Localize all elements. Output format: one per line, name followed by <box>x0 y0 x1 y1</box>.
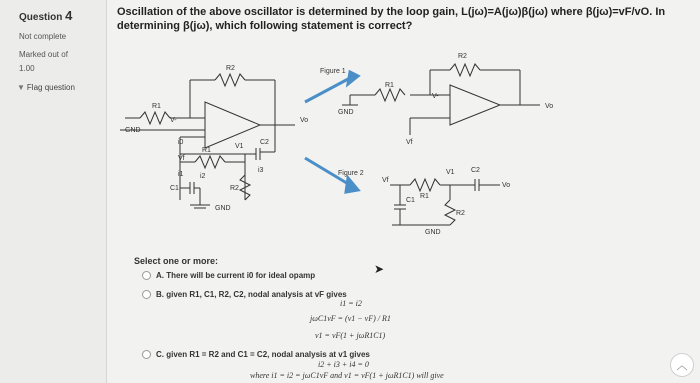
flag-label: Flag question <box>26 83 75 92</box>
flag-question-button[interactable] <box>17 83 75 92</box>
resistor-r2-left <box>215 74 245 86</box>
option-a-checkbox[interactable] <box>142 271 151 280</box>
vminus-label-fig1: V- <box>432 93 439 100</box>
question-info-panel <box>0 0 107 383</box>
answer-prompt: Select one or more: <box>134 256 219 266</box>
option-b[interactable] <box>142 290 347 299</box>
option-c[interactable] <box>142 350 370 359</box>
chevron-up-icon: ︿ <box>676 360 688 372</box>
c1-label-left: C1 <box>170 185 179 192</box>
marked-label: Marked out of <box>19 50 68 59</box>
question-title <box>19 8 72 23</box>
i1-label: i1 <box>178 171 184 178</box>
gnd-label-lower: GND <box>215 205 231 212</box>
r2-lower-label: R2 <box>230 185 239 192</box>
question-marks <box>19 48 68 76</box>
resistor-r1-left <box>140 112 170 124</box>
r2-label-left: R2 <box>226 65 235 72</box>
resistor-r2-fig1 <box>450 64 480 76</box>
r1-label-fig2: R1 <box>420 193 429 200</box>
option-b-eq1: i1 = i2 <box>340 299 362 308</box>
c2-label-fig2: C2 <box>471 167 480 174</box>
figure1-label: Figure 1 <box>320 68 346 75</box>
v1-label-left: V1 <box>235 143 244 150</box>
mouse-cursor-icon: ➤ <box>374 262 385 276</box>
option-c-eq1: i2 + i3 + i4 = 0 <box>318 360 369 369</box>
gnd-label-left: GND <box>125 127 141 134</box>
i0-label: i0 <box>178 139 184 146</box>
v1-label-fig2: V1 <box>446 169 455 176</box>
gnd-label-fig1: GND <box>338 109 354 116</box>
marked-value: 1.00 <box>19 64 35 73</box>
i2-label: i2 <box>200 173 206 180</box>
flag-icon: ▼ <box>17 83 25 92</box>
i3-label: i3 <box>258 167 264 174</box>
vo-label-fig1: Vo <box>545 103 554 110</box>
resistor-r1-lower <box>195 156 225 168</box>
vo-label-left: Vo <box>300 117 309 124</box>
r1-label-left: R1 <box>152 103 161 110</box>
option-c-label: C. given R1 = R2 and C1 = C2, nodal analysis at v1 gives <box>156 350 370 359</box>
arrow-to-figure1 <box>305 78 350 102</box>
scroll-up-button[interactable] <box>670 353 694 377</box>
resistor-r2-fig2 <box>445 200 455 225</box>
opamp-right <box>450 85 500 125</box>
option-b-checkbox[interactable] <box>142 290 151 299</box>
r2-label-fig1: R2 <box>458 53 467 60</box>
option-b-eq3: v1 = vF(1 + jωR1C1) <box>315 331 386 340</box>
c2-label-left: C2 <box>260 139 269 146</box>
gnd-label-fig2: GND <box>425 229 441 236</box>
r2-label-fig2: R2 <box>456 210 465 217</box>
circuit-figure <box>110 40 700 255</box>
r1-label-fig1: R1 <box>385 82 394 89</box>
vf-label-left: Vf <box>178 155 185 162</box>
question-number: 4 <box>65 8 73 23</box>
opamp-left <box>205 102 260 148</box>
c1-label-fig2: C1 <box>406 197 415 204</box>
circuit-diagram <box>110 40 700 255</box>
vo-label-fig2: Vo <box>502 182 511 189</box>
resistor-r1-fig2 <box>410 179 440 191</box>
option-c-checkbox[interactable] <box>142 350 151 359</box>
option-c-eq2: where i1 = i2 = jωC1vF and v1 = vF(1 + jωR1C1) will give <box>250 371 444 380</box>
question-status: Not complete <box>19 32 67 41</box>
option-b-eq2: jωC1vF = (v1 − vF) / R1 <box>310 314 391 323</box>
figure2-label: Figure 2 <box>338 170 364 177</box>
r1-lower-label: R1 <box>202 147 211 154</box>
question-text: Oscillation of the above oscillator is determined by the loop gain, L(jω)=A(jω)β(jω) where β(jω)=vF/vO. In determining β(jω), which following statement is correct? <box>117 6 666 32</box>
vminus-label-left: V- <box>170 117 177 124</box>
option-a[interactable] <box>142 271 315 280</box>
option-b-label: B. given R1, C1, R2, C2, nodal analysis at vF gives <box>156 290 347 299</box>
resistor-r1-fig1 <box>375 89 405 101</box>
question-word: Question <box>19 12 63 23</box>
vf-label-fig1: Vf <box>406 139 413 146</box>
option-a-label: A. There will be current i0 for ideal opamp <box>156 271 316 280</box>
vf-label-fig2: Vf <box>382 177 389 184</box>
